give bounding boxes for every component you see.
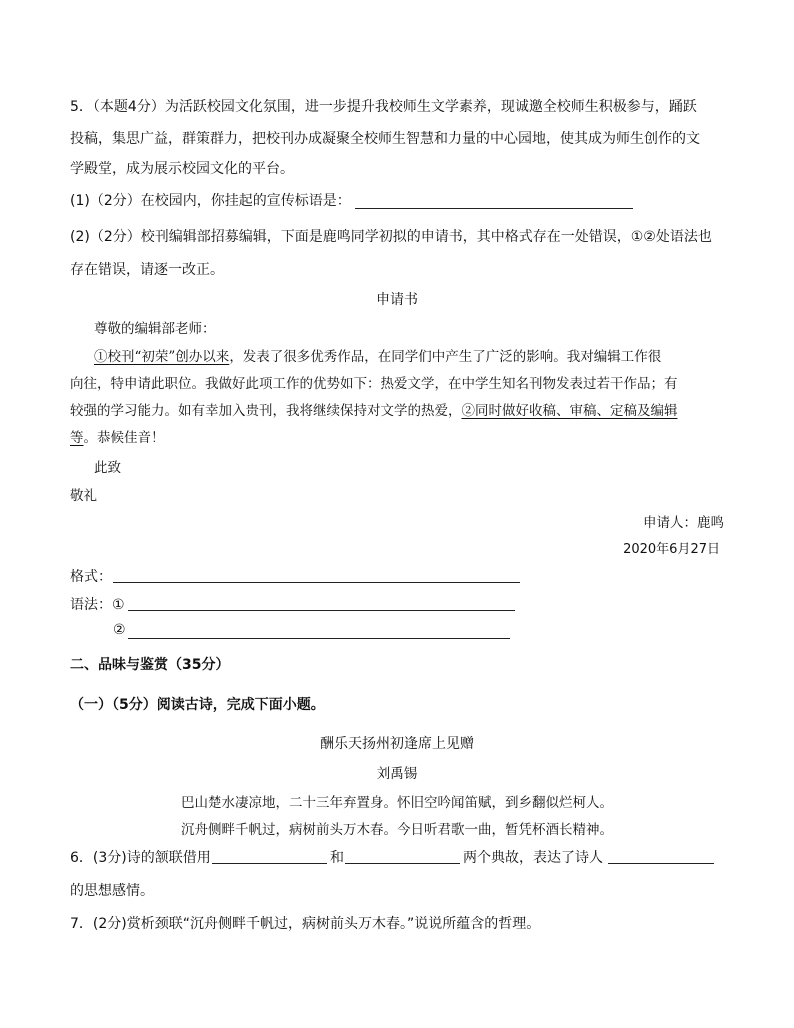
grammar-label-2: ② bbox=[113, 622, 126, 638]
q5-sub2-line2: 存在错误，请逐一改正。 bbox=[70, 262, 224, 278]
letter-p1-rest: ，发表了很多优秀作品，在同学们中产生了广泛的影响。我对编辑工作很 bbox=[229, 349, 662, 365]
poem-author: 刘禹锡 bbox=[376, 766, 418, 782]
letter-paragraph-line3 bbox=[70, 399, 678, 419]
grammar-answer-blank-2[interactable] bbox=[128, 638, 510, 639]
q6-part-a: 6．(3分)诗的颔联借用 bbox=[70, 850, 211, 866]
q6-part-c: 两个典故，表达了诗人 bbox=[463, 850, 603, 866]
q5-line3: 学殿堂，成为展示校园文化的平台。 bbox=[70, 161, 294, 177]
q5-sub2-line1: (2)（2分）校刊编辑部招募编辑，下面是鹿鸣同学初拟的申请书，其中格式存在一处错误，①②处语法也 bbox=[70, 229, 712, 245]
slogan-answer-blank[interactable] bbox=[355, 208, 633, 209]
letter-p3-a: 较强的学习能力。如有幸加入贵刊，我将继续保持对文学的热爱， bbox=[70, 403, 462, 419]
q5-line1: 5．（本题4分）为活跃校园文化氛围，进一步提升我校师生文学素养，现诚邀全校师生积极参与，踊跃 bbox=[70, 99, 697, 115]
allusion-blank-1[interactable] bbox=[212, 863, 327, 864]
format-answer-blank[interactable] bbox=[113, 582, 520, 583]
q5-sub1: (1)（2分）在校园内，你挂起的宣传标语是： bbox=[70, 193, 351, 209]
allusion-blank-2[interactable] bbox=[345, 863, 460, 864]
q7-text: 7．(2分)赏析颈联“沉舟侧畔千帆过，病树前头万木春。”说说所蕴含的哲理。 bbox=[70, 916, 541, 932]
letter-closing-2: 敬礼 bbox=[70, 488, 97, 504]
letter-date: 2020年6月27日 bbox=[623, 542, 720, 557]
letter-closing-1: 此致 bbox=[94, 460, 121, 476]
feeling-blank[interactable] bbox=[608, 863, 714, 864]
poem-line-1: 巴山楚水凄凉地，二十三年弃置身。怀旧空吟闻笛赋，到乡翻似烂柯人。 bbox=[181, 795, 613, 811]
format-label: 格式： bbox=[70, 569, 112, 585]
marked-sentence-2: ②同时做好收稿、审稿、定稿及编辑 bbox=[461, 403, 678, 419]
letter-salutation: 尊敬的编辑部老师： bbox=[94, 321, 216, 337]
letter-p4-rest: 。恭候佳音！ bbox=[83, 430, 165, 446]
q5-line2: 投稿，集思广益，群策群力，把校刊办成凝聚全校师生智慧和力量的中心园地，使其成为师生创作的文 bbox=[70, 131, 700, 147]
marked-sentence-2-end: 等 bbox=[70, 430, 84, 446]
letter-title: 申请书 bbox=[376, 292, 418, 308]
poem-line-2: 沉舟侧畔千帆过，病树前头万木春。今日听君歌一曲，暂凭杯酒长精神。 bbox=[181, 822, 613, 838]
section-heading: 二、品味与鉴赏（35分） bbox=[70, 657, 230, 673]
letter-paragraph-line1 bbox=[94, 345, 661, 365]
part-one-heading: （一）（5分）阅读古诗，完成下面小题。 bbox=[70, 697, 325, 713]
grammar-answer-blank-1[interactable] bbox=[128, 610, 515, 611]
q6-part-b: 和 bbox=[330, 850, 344, 866]
marked-sentence-1: ①校刊“初荣”创办以来 bbox=[94, 349, 230, 365]
letter-paragraph-line4 bbox=[70, 426, 165, 446]
letter-paragraph-line2: 向往，特申请此职位。我做好此项工作的优势如下：热爱文学，在中学生知名刊物发表过若干作品；有 bbox=[70, 376, 678, 392]
grammar-label-1: 语法：① bbox=[70, 597, 125, 613]
q6-part-d: 的思想感情。 bbox=[70, 883, 154, 899]
letter-signer: 申请人：鹿鸣 bbox=[643, 515, 724, 531]
poem-title: 酬乐天扬州初逢席上见赠 bbox=[320, 736, 474, 752]
